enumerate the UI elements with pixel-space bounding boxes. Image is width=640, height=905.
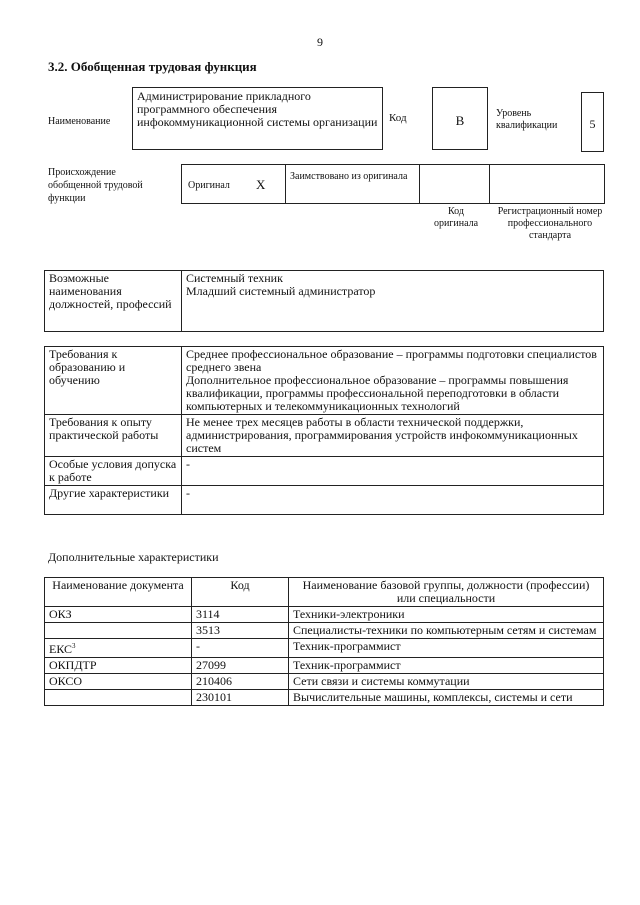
- origin-box: [181, 164, 605, 204]
- section-title: 3.2. Обобщенная трудовая функция: [48, 59, 257, 74]
- table-row: [45, 658, 604, 674]
- table-row: [45, 674, 604, 690]
- table-row: [45, 690, 604, 706]
- name-value-box: [132, 87, 383, 150]
- level-value-box: [581, 92, 604, 152]
- position-1: Системный техник: [186, 271, 283, 285]
- req-value: -: [182, 486, 604, 515]
- req-value: Среднее профессиональное образование – программы подготовки специалистов среднего звена Дополнительное профессиональное образование – программы повышения квалификации, программы профессиональной переподготовки в области компьютерных и телекоммуникационных технологий: [182, 347, 604, 415]
- borrowed-label: Заимствовано из оригинала: [290, 171, 408, 182]
- level-label: Уровень квалификации: [496, 108, 558, 131]
- req-label: Особые условия допуска к работе: [45, 457, 182, 486]
- eks-label: ЕКС: [49, 642, 73, 656]
- cell-doc: [45, 639, 192, 658]
- origin-label: Происхождение обобщенной трудовой функции: [48, 167, 143, 204]
- table-row: [45, 639, 604, 658]
- cell-doc: [45, 623, 192, 639]
- cell-doc: ОКСО: [45, 674, 192, 690]
- cell-name: Специалисты-техники по компьютерным сетям и системам: [289, 623, 604, 639]
- cell-doc: [45, 690, 192, 706]
- table-row: [45, 347, 604, 415]
- cell-code: 3513: [192, 623, 289, 639]
- code-caption: Код оригинала: [433, 206, 479, 229]
- name-value: Администрирование прикладного программного обеспечения инфокоммуникационной системы организации: [137, 89, 378, 129]
- header-name: Наименование базовой группы, должности (профессии) или специальности: [289, 578, 604, 607]
- table-row: [45, 623, 604, 639]
- original-label: Оригинал: [188, 180, 230, 191]
- code-label: Код: [389, 112, 407, 124]
- level-value: 5: [589, 117, 596, 131]
- table-row: [45, 607, 604, 623]
- additional-table: [44, 577, 604, 706]
- cell-name: Техники-электроники: [289, 607, 604, 623]
- table-header-row: [45, 578, 604, 607]
- table-row: [45, 415, 604, 457]
- code-value-box: [432, 87, 488, 150]
- table-row: [45, 486, 604, 515]
- original-mark: X: [256, 177, 266, 192]
- eks-footnote: 3: [72, 642, 76, 650]
- cell-doc: ОКПДТР: [45, 658, 192, 674]
- positions-table: [44, 270, 604, 332]
- cell-code: -: [192, 639, 289, 658]
- header-doc: Наименование документа: [45, 578, 192, 607]
- cell-name: Сети связи и системы коммутации: [289, 674, 604, 690]
- req-label: Другие характеристики: [45, 486, 182, 515]
- cell-code: 230101: [192, 690, 289, 706]
- reg-caption: Регистрационный номер профессионального стандарта: [497, 206, 603, 241]
- code-value: B: [455, 113, 465, 128]
- req-value: Не менее трех месяцев работы в области технической поддержки, администрирования, программирования устройств инфокоммуникационных систем: [182, 415, 604, 457]
- header-code: Код: [192, 578, 289, 607]
- cell-code: 27099: [192, 658, 289, 674]
- table-row: [45, 457, 604, 486]
- cell-name: Вычислительные машины, комплексы, системы и сети: [289, 690, 604, 706]
- position-2: Младший системный администратор: [186, 284, 376, 298]
- cell-doc: ОКЗ: [45, 607, 192, 623]
- page-number: 9: [317, 35, 323, 49]
- cell-code: 210406: [192, 674, 289, 690]
- name-label: Наименование: [48, 116, 111, 127]
- positions-values: [182, 271, 604, 332]
- cell-code: 3114: [192, 607, 289, 623]
- cell-name: Техник-программист: [289, 658, 604, 674]
- cell-name: Техник-программист: [289, 639, 604, 658]
- req-label: Требования к опыту практической работы: [45, 415, 182, 457]
- requirements-table: [44, 346, 604, 515]
- req-value: -: [182, 457, 604, 486]
- req-label: Требования к образованию и обучению: [45, 347, 182, 415]
- additional-title: Дополнительные характеристики: [48, 550, 219, 564]
- positions-label: Возможные наименования должностей, профессий: [45, 271, 182, 332]
